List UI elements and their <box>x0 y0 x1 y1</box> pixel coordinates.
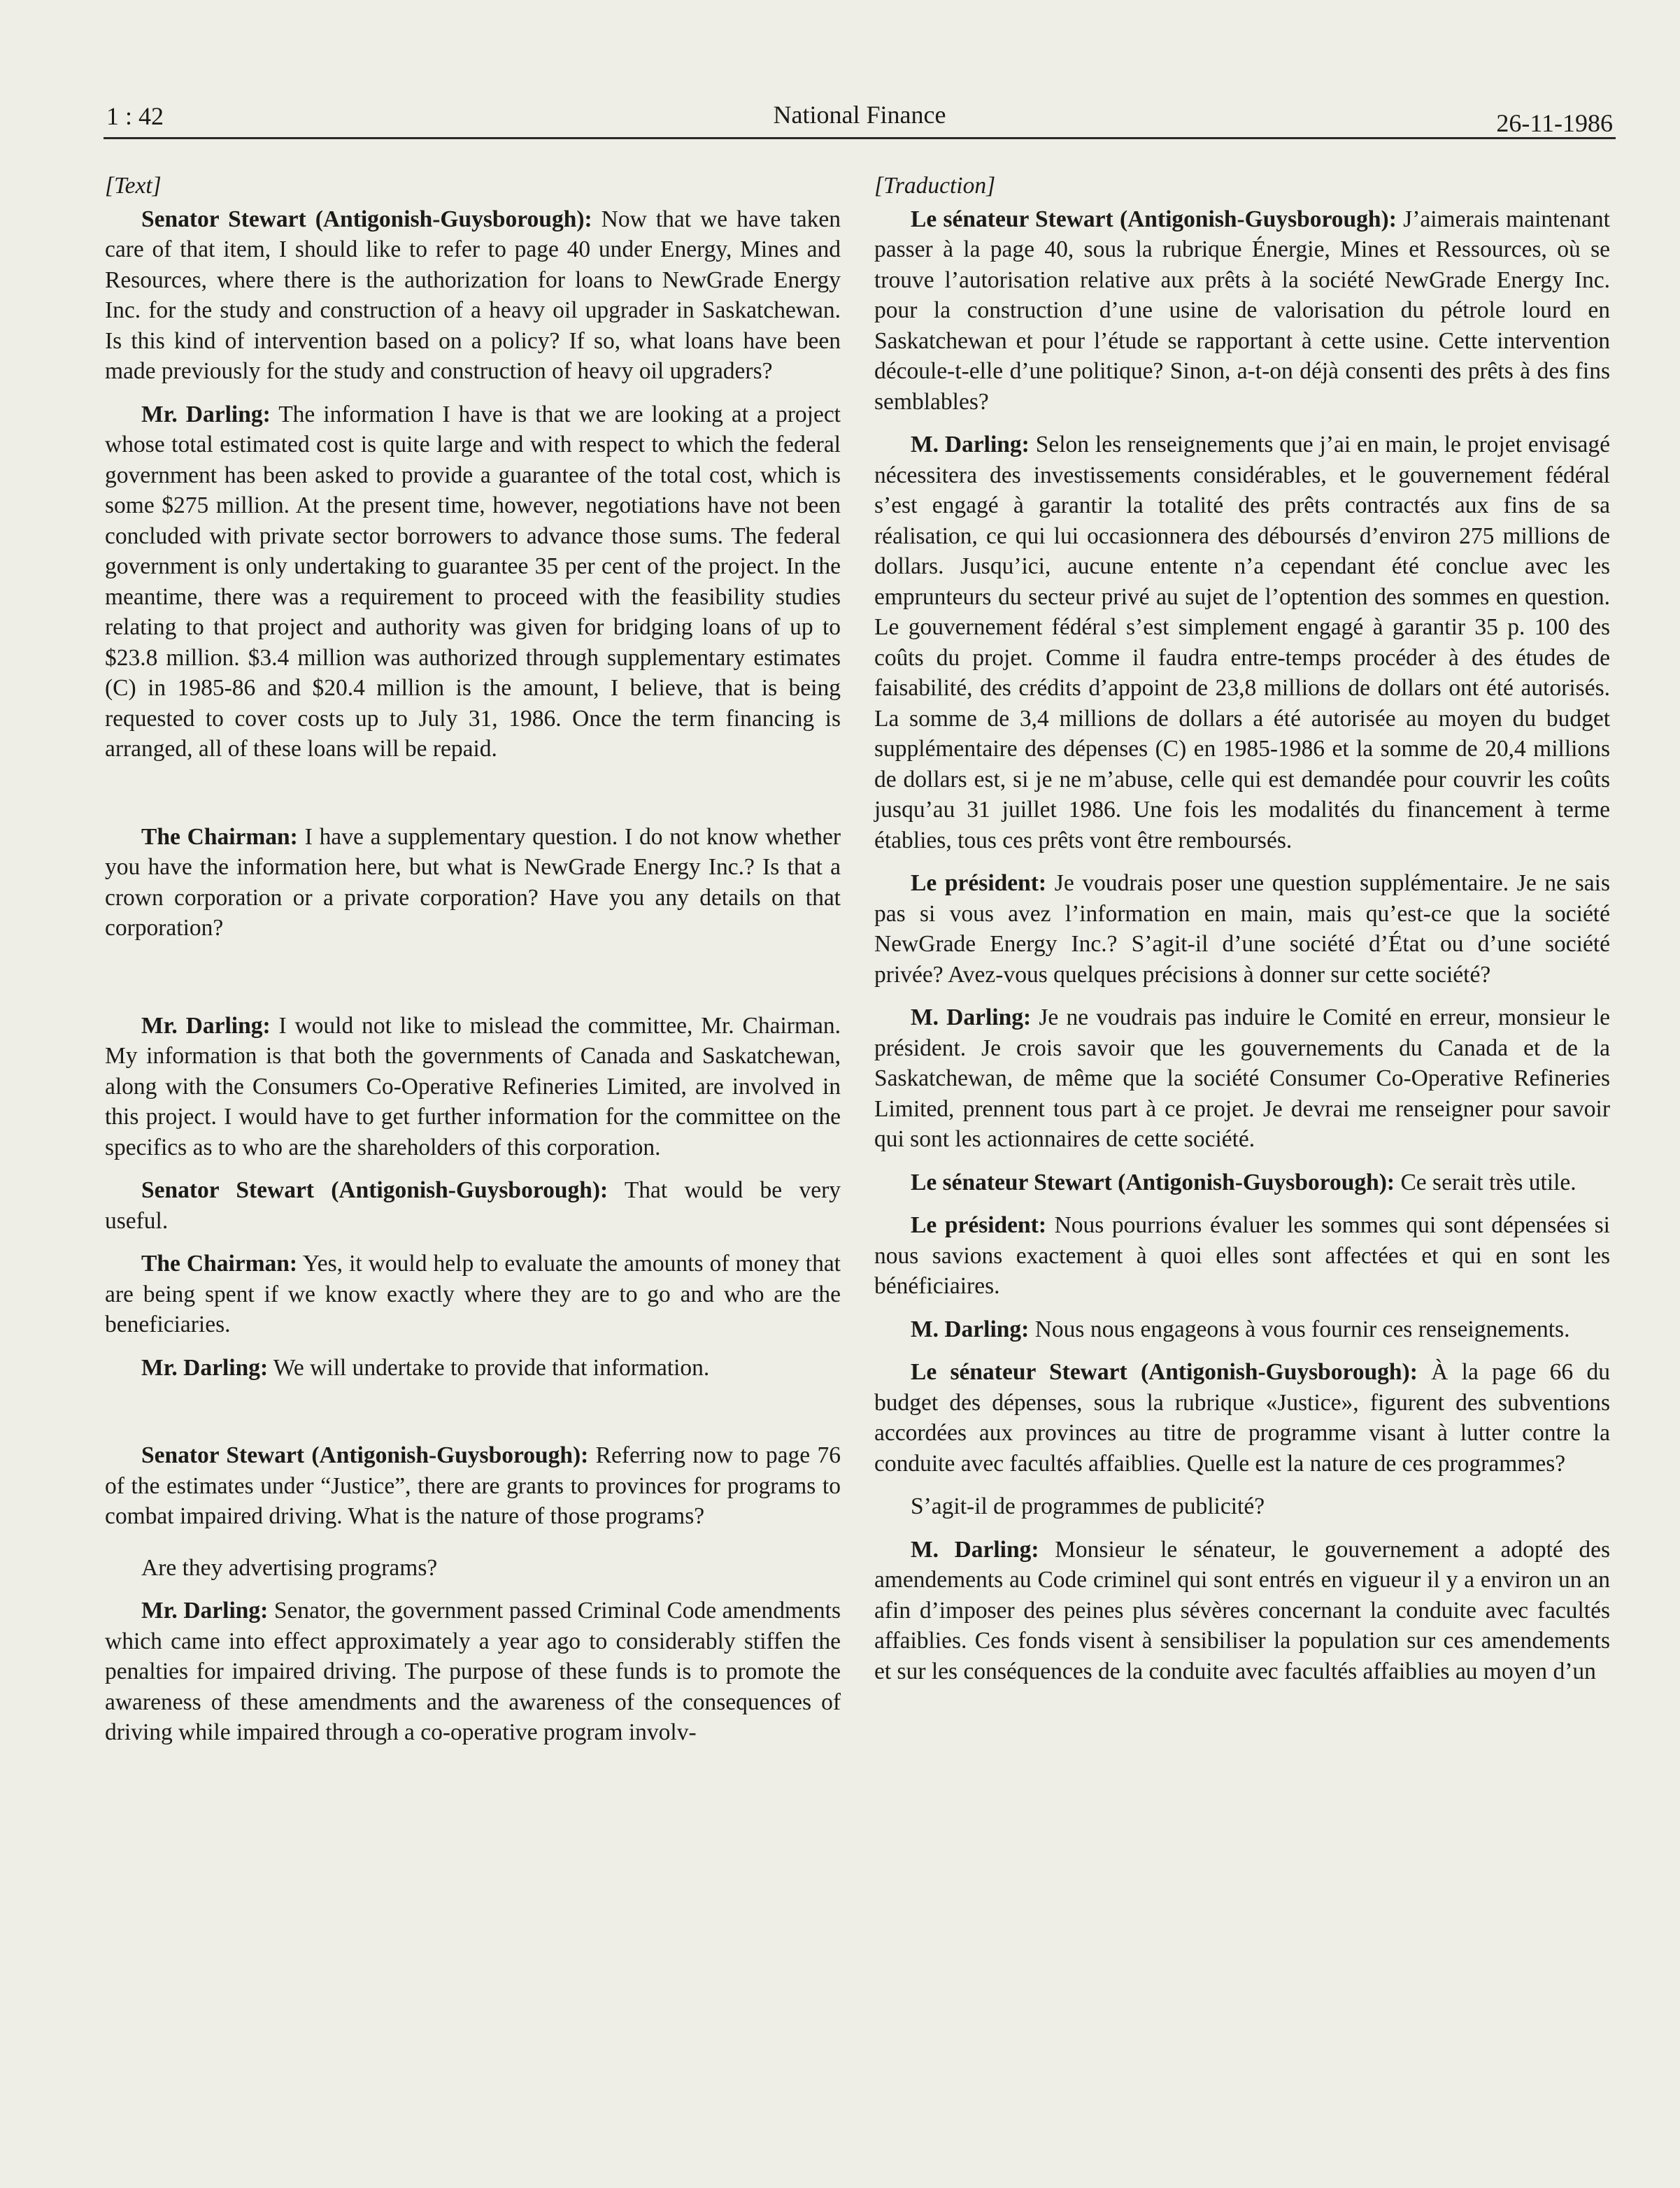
paragraph <box>874 868 1610 990</box>
header-date: 26-11-1986 <box>1496 109 1613 137</box>
paragraph-text: Nous pourrions évaluer les sommes qui sont dépensées si nous savions exactement à quoi elles sont affectées et qui en sont les bénéficiaires. <box>874 1212 1610 1299</box>
paragraph <box>874 429 1610 855</box>
paragraph <box>874 1491 1610 1522</box>
paragraph-text: Monsieur le sénateur, le gouvernement a adopté des amendements au Code criminel qui sont entrés en vigueur il y a environ un an afin d’imposer des peines plus sévères concernant la conduite avec facultés affaiblies. Ces fonds visent à sensibiliser la population sur ces amendements et sur les conséquences de la conduite avec facultés affaiblies au moyen d’un <box>874 1536 1610 1684</box>
speaker-name: Le sénateur Stewart (Antigonish-Guysborough): <box>911 1359 1418 1385</box>
paragraph <box>105 204 841 387</box>
speaker-name: Senator Stewart (Antigonish-Guysborough): <box>141 206 592 232</box>
paragraph-text: I would not like to mislead the committee, Mr. Chairman. My information is that both the governments of Canada and Saskatchewan, along with the Consumers Co-Operative Refineries Limited, are involved in this project. I would have to get further information for the committee on the specifics as to who are the shareholders of this corporation. <box>105 1012 841 1160</box>
speaker-name: M. Darling: <box>911 1536 1039 1563</box>
paragraph-text: Referring now to page 76 of the estimates under “Justice”, there are grants to provinces for programs to combat impaired driving. What is the nature of those programs? <box>105 1442 841 1529</box>
paragraph <box>105 1249 841 1340</box>
paragraph <box>874 1535 1610 1687</box>
paragraph <box>105 399 841 765</box>
speaker-name: Le président: <box>911 870 1047 896</box>
paragraph <box>105 1011 841 1163</box>
speaker-name: M. Darling: <box>911 1316 1030 1342</box>
speaker-name: Le sénateur Stewart (Antigonish-Guysborough): <box>911 206 1397 232</box>
speaker-name: M. Darling: <box>911 1004 1032 1030</box>
paragraph <box>105 1553 841 1584</box>
paragraph-text: Senator, the government passed Criminal Code amendments which came into effect approximately a year ago to considerably stiffen the penalties for impaired driving. The purpose of these funds is to promote the awareness of these amendments and the awareness of the consequences of driving while impaired through a co-operative program involv- <box>105 1598 841 1745</box>
speaker-name: Mr. Darling: <box>141 1598 269 1624</box>
speaker-name: Le président: <box>911 1212 1046 1238</box>
paragraph-text: We will undertake to provide that information. <box>268 1354 710 1381</box>
paragraph <box>105 1440 841 1532</box>
paragraph-text: Je ne voudrais pas induire le Comité en erreur, monsieur le président. Je crois savoir que les gouvernements du Canada et de la Saskatchewan, de même que la société Consumer Co-Operative Refineries Limited, prennent tous part à ce projet. Je devrai me renseigner pour savoir qui sont les actionnaires de cette société. <box>874 1004 1610 1152</box>
page-number: 1 : 42 <box>106 102 164 130</box>
speaker-name: Le sénateur Stewart (Antigonish-Guysborough): <box>911 1169 1395 1195</box>
paragraph-text: Yes, it would help to evaluate the amounts of money that are being spent if we know exactly where they are to go and who are the beneficiaries. <box>105 1251 841 1337</box>
paragraph <box>105 822 841 944</box>
paragraph <box>105 1175 841 1236</box>
english-column <box>105 171 841 1748</box>
page-header <box>104 98 1616 139</box>
paragraph <box>874 1167 1610 1198</box>
speaker-name: Mr. Darling: <box>141 1012 271 1039</box>
paragraph <box>874 1314 1610 1345</box>
paragraph-text: The information I have is that we are looking at a project whose total estimated cost is quite large and with respect to which the federal government has been asked to provide a guarantee of the total cost, which is some $275 million. At the present time, however, negotiations have not been concluded with private sector borrowers to advance those sums. The federal government is only undertaking to guarantee 35 per cent of the project. In the meantime, there was a requirement to proceed with the feasibility studies relating to that project and authority was given for bridging loans of up to $23.8 million. $3.4 million was authorized through supplementary estimates (C) in 1985-86 and $20.4 million is the amount, I believe, that is being requested to cover costs up to July 31, 1986. Once the term financing is arranged, all of these loans will be repaid. <box>105 401 841 762</box>
language-marker: [Traduction] <box>874 173 996 199</box>
speaker-name: The Chairman: <box>141 1251 298 1277</box>
speaker-name: Mr. Darling: <box>141 401 271 427</box>
paragraph-text: That would be very useful. <box>105 1177 841 1234</box>
paragraph-text: I have a supplementary question. I do not know whether you have the information here, but what is NewGrade Energy Inc.? Is that a crown corporation or a private corporation? Have you any details on that corporation? <box>105 823 841 941</box>
speaker-name: M. Darling: <box>911 432 1030 457</box>
paragraph-text: Now that we have taken care of that item, I should like to refer to page 40 under Energy, Mines and Resources, where there is the authorization for loans to NewGrade Energy Inc. for the study and construction of a heavy oil upgrader in Saskatchewan. Is this kind of intervention based on a policy? If so, what loans have been made previously for the study and construction of heavy oil upgraders? <box>105 206 841 384</box>
speaker-name: Senator Stewart (Antigonish-Guysborough): <box>141 1442 589 1468</box>
speaker-name: The Chairman: <box>141 823 298 850</box>
running-title: National Finance <box>773 101 946 129</box>
paragraph-text: Nous nous engageons à vous fournir ces renseignements. <box>1029 1316 1570 1342</box>
paragraph-text: Ce serait très utile. <box>1395 1169 1576 1195</box>
speaker-name: Senator Stewart (Antigonish-Guysborough): <box>141 1177 608 1203</box>
paragraph <box>874 1210 1610 1302</box>
paragraph <box>874 1002 1610 1155</box>
paragraph-text: Selon les renseignements que j’ai en main, le projet envisagé nécessitera des investissements considérables, et le gouvernement fédéral s’est engagé à garantir la totalité des prêts contractés aux fins de sa réalisation, ce qui lui occasionnera des déboursés d’environ 275 millions de dollars. Jusqu’ici, aucune entente n’a cependant été conclue avec les emprunteurs du secteur privé au sujet de l’optention des sommes en question. Le gouvernement fédéral s’est simplement engagé à garantir 35 p. 100 des coûts du projet. Comme il faudra entre-temps procéder à des études de faisabilité, des crédits d’appoint de 23,8 millions de dollars ont été autorisés. La somme de 3,4 millions de dollars a été autorisée au moyen du budget supplémentaire des dépenses (C) en 1985-1986 et la somme de 20,4 millions de dollars est, si je ne m’abuse, celle qui est demandée pour couvrir les coûts jusqu’au 31 juillet 1986. Une fois les modalités du financement à terme établies, tous ces prêts vont être remboursés. <box>874 432 1610 853</box>
paragraph-text: J’aimerais maintenant passer à la page 40, sous la rubrique Énergie, Mines et Ressources, où se trouve l’autorisation relative aux prêts à la société NewGrade Energy Inc. pour la construction d’une usine de valorisation du pétrole lourd en Saskatchewan et pour l’étude se rapportant à cette usine. Cette intervention découle-t-elle d’une politique? Sinon, a-t-on déjà consenti des prêts à des fins semblables? <box>874 206 1610 415</box>
paragraph-text: Are they advertising programs? <box>141 1554 438 1581</box>
paragraph <box>105 1353 841 1384</box>
paragraph <box>105 1596 841 1748</box>
french-column <box>874 171 1610 1686</box>
paragraph-text: S’agit-il de programmes de publicité? <box>911 1493 1265 1519</box>
paragraph <box>874 1357 1610 1479</box>
language-marker: [Text] <box>105 173 162 199</box>
paragraph-text: À la page 66 du budget des dépenses, sous la rubrique «Justice», figurent des subventions accordées aux provinces au titre de programme visant à lutter contre la conduite avec facultés affaiblies. Quelle est la nature de ces programmes? <box>874 1359 1610 1477</box>
paragraph <box>874 204 1610 418</box>
speaker-name: Mr. Darling: <box>141 1354 269 1381</box>
paragraph-text: Je voudrais poser une question supplémentaire. Je ne sais pas si vous avez l’information en main, mais qu’est-ce que la société NewGrade Energy Inc.? S’agit-il d’une société d’État ou d’une société privée? Avez-vous quelques précisions à donner sur cette société? <box>874 870 1611 988</box>
